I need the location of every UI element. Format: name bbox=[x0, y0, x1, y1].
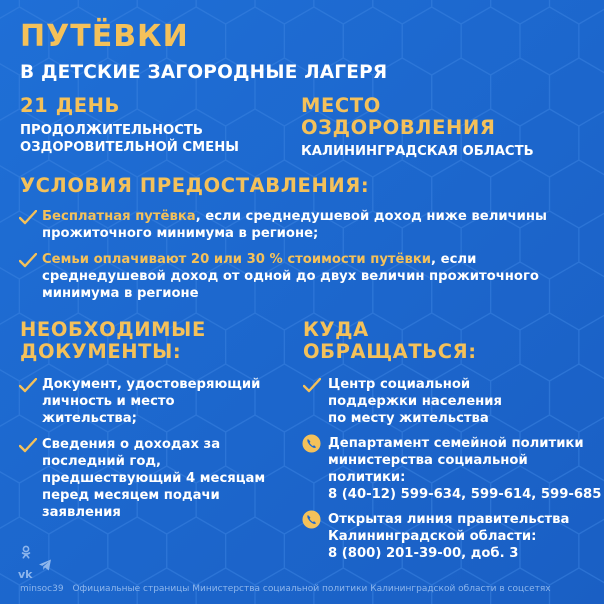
contact-1-line-2: поддержки населения bbox=[328, 394, 502, 409]
condition-2-highlight: Семьи оплачивают 20 или 30 % стоимости путёвки bbox=[42, 252, 432, 267]
check-icon bbox=[19, 378, 37, 394]
condition-1-line-2: прожиточного минимума в регионе; bbox=[42, 226, 319, 241]
duration-label-2: ОЗДОРОВИТЕЛЬНОЙ СМЕНЫ bbox=[20, 140, 239, 155]
contact-2-line-4: 8 (40-12) 599-634, 599-614, 599-685 bbox=[328, 487, 602, 502]
footer-text: Официальные страницы Министерства социальной политики Калининградской области в соцсетях bbox=[72, 584, 551, 594]
contact-2-line-3: политики: bbox=[328, 470, 406, 485]
condition-2-rest: , если bbox=[431, 252, 477, 267]
conditions-heading: УСЛОВИЯ ПРЕДОСТАВЛЕНИЯ: bbox=[20, 174, 370, 197]
document-1-line-1: Документ, удостоверяющий bbox=[42, 377, 261, 392]
condition-2-line-1 bbox=[42, 251, 476, 268]
condition-1-line-1 bbox=[42, 208, 547, 225]
check-icon bbox=[303, 378, 321, 394]
document-2-line-4: перед месяцем подачи bbox=[42, 488, 220, 503]
documents-heading-2: ДОКУМЕНТЫ: bbox=[20, 340, 182, 363]
contacts-heading-2: ОБРАЩАТЬСЯ: bbox=[303, 340, 477, 363]
document-1-line-2: личность и место bbox=[42, 394, 175, 409]
footer bbox=[20, 584, 551, 594]
vk-icon[interactable]: vk bbox=[18, 568, 33, 581]
document-2-line-5: заявления bbox=[42, 505, 121, 520]
telegram-icon[interactable] bbox=[38, 558, 52, 572]
condition-1-highlight: Бесплатная путёвка bbox=[42, 209, 196, 224]
contacts-heading-1: КУДА bbox=[303, 318, 369, 341]
contact-2-line-1: Департамент семейной политики bbox=[328, 436, 584, 451]
document-1-line-3: жительства; bbox=[42, 411, 137, 426]
duration-value: 21 ДЕНЬ bbox=[20, 94, 120, 117]
page-title: ПУТЁВКИ bbox=[20, 19, 189, 54]
check-icon bbox=[19, 438, 37, 454]
contact-3-line-3: 8 (800) 201-39-00, доб. 3 bbox=[328, 546, 519, 561]
check-icon bbox=[19, 210, 37, 226]
contact-3-line-2: Калининградской области: bbox=[328, 529, 537, 544]
odnoklassniki-icon[interactable] bbox=[19, 545, 33, 559]
document-2-line-2: последний год, bbox=[42, 454, 162, 469]
page-subtitle: В ДЕТСКИЕ ЗАГОРОДНЫЕ ЛАГЕРЯ bbox=[20, 62, 388, 83]
condition-2-line-3: минимума в регионе bbox=[42, 286, 199, 301]
duration-label-1: ПРОДОЛЖИТЕЛЬНОСТЬ bbox=[20, 123, 203, 138]
contact-1-line-1: Центр социальной bbox=[328, 377, 471, 392]
documents-heading-1: НЕОБХОДИМЫЕ bbox=[20, 318, 206, 341]
document-2-line-3: предшествующий 4 месяцам bbox=[42, 471, 266, 486]
condition-1-rest: , если среднедушевой доход ниже величины bbox=[195, 209, 547, 224]
contact-1-line-3: по месту жительства bbox=[328, 411, 489, 426]
condition-2-line-2: среднедушевой доход от одной до двух величин прожиточного bbox=[42, 269, 539, 284]
contact-2-line-2: министерства социальной bbox=[328, 453, 528, 468]
place-value: КАЛИНИНГРАДСКАЯ ОБЛАСТЬ bbox=[301, 144, 534, 159]
place-heading-1: МЕСТО bbox=[301, 94, 381, 117]
footer-handle[interactable]: minsoc39 bbox=[20, 584, 64, 594]
place-heading-2: ОЗДОРОВЛЕНИЯ bbox=[301, 116, 496, 139]
document-2-line-1: Сведения о доходах за bbox=[42, 437, 221, 452]
phone-icon bbox=[302, 510, 321, 529]
phone-icon bbox=[302, 434, 321, 453]
contact-3-line-1: Открытая линия правительства bbox=[328, 512, 570, 527]
check-icon bbox=[19, 253, 37, 269]
